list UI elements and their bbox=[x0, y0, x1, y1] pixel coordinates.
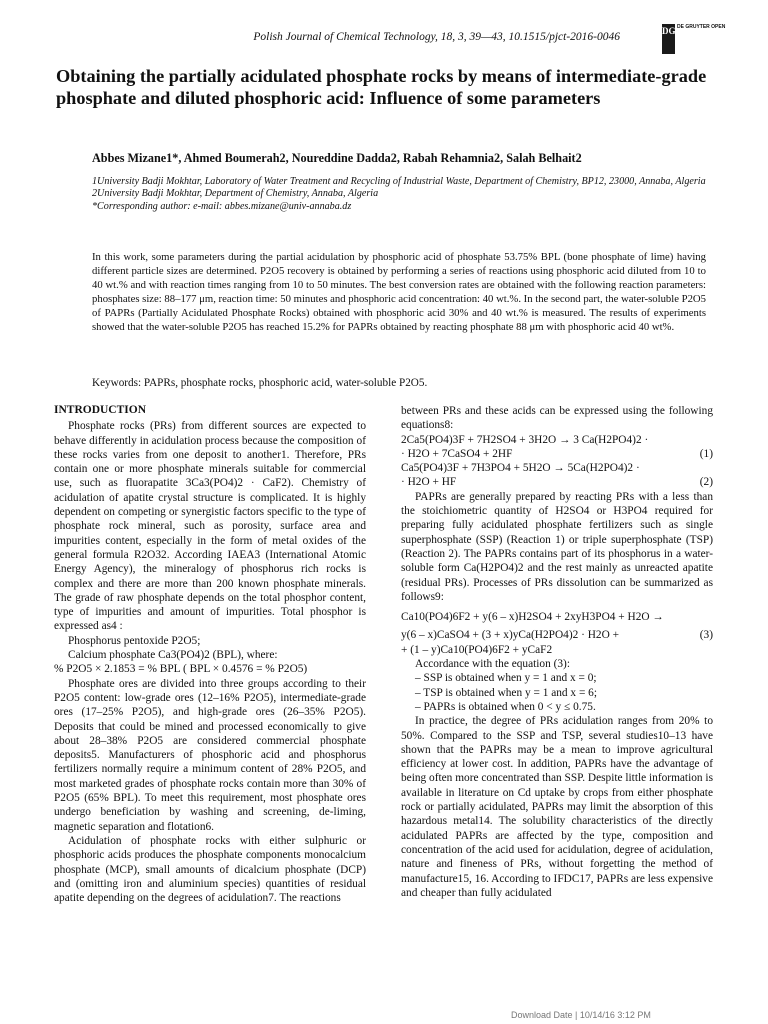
publisher-logo-mark: DG bbox=[662, 24, 675, 54]
equation-3-line-c: + (1 – y)Ca10(PO4)6F2 + yCaF2 bbox=[401, 643, 553, 656]
equation-1-line-b: · H2O + 7CaSO4 + 2HF bbox=[401, 447, 513, 460]
papr-paragraph: PAPRs are generally prepared by reacting PRs with a less than the stoichiometric quantity of H2SO4 or H3PO4 required for preparing fully acidulated phosphate fertilizers such as single superphosphate (SSP) (Reaction 1) or triple superphosphate (TSP) (Reaction 2). The PAPRs contains part of its phosphorus in a water-soluble form Ca(H2PO4)2 and the rest mainly as unreacted apatite (residual PRs). Processes of PRs dissolution can be summarized as follows9: bbox=[401, 490, 713, 603]
abstract: In this work, some parameters during the partial acidulation by phosphoric acid of phosphate 53.75% BPL (bone phosphate of lime) having different particle sizes are determined. P2O5 recovery is obtained by performing a series of reactions using phosphoric acid diluted from 10 to 40 wt.% and with reaction times ranging from 10 to 50 minutes. The best conversion rates are obtained with the following reaction parameters: phosphates size: 88–177 μm, reaction time: 50 minutes and phosphoric acid concentration: 40 wt.%. In the second part, the water-soluble P2O5 of PAPRs (Partially Acidulated Phosphate Rocks) obtained with phosphoric acid 30% and 40 wt.% is measured. The results of experiments showed that the water-soluble P2O5 has reached 15.2% for PAPRs obtained by reacting phosphate 88 μm with phosphoric acid 40 wt%. bbox=[92, 251, 706, 334]
equation-2-line-a: Ca5(PO4)3F + 7H3PO4 + 5H2O → 5Ca(H2PO4)2 · bbox=[401, 462, 640, 475]
equation-3-line-b: y(6 – x)CaSO4 + (3 + x)yCa(H2PO4)2 · H2O + bbox=[401, 629, 620, 642]
intro-list-item-1: Phosphorus pentoxide P2O5; bbox=[68, 634, 201, 647]
affiliation-2: 2University Badji Mokhtar, Department of Chemistry, Annaba, Algeria bbox=[92, 188, 379, 200]
journal-citation: Polish Journal of Chemical Technology, 18, 3, 39—43, 10.1515/pjct-2016-0046 bbox=[253, 31, 620, 43]
equation-1-line-b-row bbox=[401, 447, 713, 461]
article-title: Obtaining the partially acidulated phosphate rocks by means of intermediate-grade phosphate and diluted phosphoric acid: Influence of some parameters bbox=[56, 66, 707, 108]
bullet-ssp: – SSP is obtained when y = 1 and x = 0; bbox=[415, 672, 597, 685]
publisher-logo-text: DE GRUYTER OPEN bbox=[677, 24, 726, 30]
practice-paragraph: In practice, the degree of PRs acidulation ranges from 20% to 50%. Compared to the SSP and TSP, several studies10–13 have shown that the PAPRs may be a mean to improve agricultural efficiency at lower cost. In addition, PAPRs have the advantage of being often more concentrated than SSP. Despite little information is available in literature on Cd uptake by crops from either phosphate rock or partially acidulated, PAPRs may limit the absorption of this hazardous metal14. The solubility characteristics of the directly acidulated PAPRs are affected by the type, composition and concentration of the acid used for acidulation, degree of acidulation, nature and fineness of PRs, without forgetting the method of manufacture15, 16. According to IFDC17, PAPRs are less expensive and cheaper than fully acidulated bbox=[401, 715, 713, 899]
bullet-paprs: – PAPRs is obtained when 0 < y ≤ 0.75. bbox=[415, 700, 596, 713]
intro-paragraph-2: Phosphate ores are divided into three groups according to their P2O5 content: low-grade ores (12–16% P2O5), intermediate-grade ores (17–25% P2O5), and high-grade ores (26–35% P2O5). Deposits that could be mined and processed economically to give about 28–38% P2O5 are considered commercial phosphate deposits5. Manufacturers of phosphoric acid and phosphorus fertilizers normally require a minimum content of 28% P2O5, and most marketed grades of phosphate rocks contain more than 30% of P2O5 (65% BPL). To meet this requirement, most phosphate ores undergo beneficiation by washing and screening, de-liming, magnetic separation and flotation6. bbox=[54, 677, 366, 833]
publisher-logo bbox=[662, 24, 725, 54]
keywords: Keywords: PAPRs, phosphate rocks, phosphoric acid, water-soluble P2O5. bbox=[92, 377, 428, 389]
corresponding-author: *Corresponding author: e-mail: abbes.mizane@univ-annaba.dz bbox=[92, 200, 352, 212]
equation-1-number: (1) bbox=[699, 447, 713, 460]
equation-3-number: (3) bbox=[699, 629, 713, 642]
equation-1-line-a: 2Ca5(PO4)3F + 7H2SO4 + 3H2O → 3 Ca(H2PO4)2 · bbox=[401, 433, 649, 446]
equations-intro: between PRs and these acids can be expressed using the following equations8: bbox=[401, 405, 713, 432]
section-heading-introduction: INTRODUCTION bbox=[54, 404, 147, 416]
right-column bbox=[401, 404, 713, 900]
equation-3-line-a: Ca10(PO4)6F2 + y(6 – x)H2SO4 + 2xyH3PO4 + H2O → bbox=[401, 611, 664, 624]
left-column bbox=[54, 403, 366, 905]
accordance-line: Accordance with the equation (3): bbox=[415, 658, 570, 671]
affiliation-1: 1University Badji Mokhtar, Laboratory of Water Treatment and Recycling of Industrial Waste, Department of Chemistry, BP12, 23000, Annaba, Algeria bbox=[92, 176, 706, 187]
equation-2-line-b: · H2O + HF bbox=[401, 476, 457, 489]
equation-2-number: (2) bbox=[699, 476, 713, 489]
equation-2-line-b-row bbox=[401, 475, 713, 489]
intro-paragraph-1: Phosphate rocks (PRs) from different sources are expected to behave differently in acidulation process because the composition of these rocks varies from one deposit to another1. Therefore, PRs contain one or more phosphate minerals suitable for commercial use, such as fluorapatite 3Ca3(PO4)2 · CaF2). Chemistry of acidulation of apatite crystal structure is complicated. It is highly dependent on competing or synergistic factors specific to the type of phosphate rock mineral, such as porosity, surface area and impurities content, especially in the form of metal oxides of the general formula R2O32. According IAEA3 (International Atomic Energy Agency), the mineralogy of phosphorus rich rocks is complex and there are more than 200 known phosphate minerals. The grade of raw phosphate depends on the total phosphor content, type of impurities and amount of impurities. Total phosphor is expressed as4 : bbox=[54, 420, 366, 633]
intro-list-item-2: Calcium phosphate Ca3(PO4)2 (BPL), where: bbox=[68, 649, 278, 662]
equation-3-line-b-row bbox=[401, 628, 713, 642]
intro-paragraph-3: Acidulation of phosphate rocks with either sulphuric or phosphoric acids produces the phosphate components monocalcium phosphate (MCP), small amounts of dicalcium phosphate (DCP) and (omitting iron and aluminium species) quantities of residual apatite depending on the degrees of acidulation7. The reactions bbox=[54, 834, 366, 905]
affiliations bbox=[92, 176, 712, 213]
author-list: Abbes Mizane1*, Ahmed Boumerah2, Noureddine Dadda2, Rabah Rehamnia2, Salah Belhait2 bbox=[92, 151, 582, 165]
bpl-equation: % P2O5 × 2.1853 = % BPL ( BPL × 0.4576 = % P2O5) bbox=[54, 663, 308, 676]
download-date: Download Date | 10/14/16 3:12 PM bbox=[511, 1010, 651, 1020]
bullet-tsp: – TSP is obtained when y = 1 and x = 6; bbox=[415, 686, 597, 699]
